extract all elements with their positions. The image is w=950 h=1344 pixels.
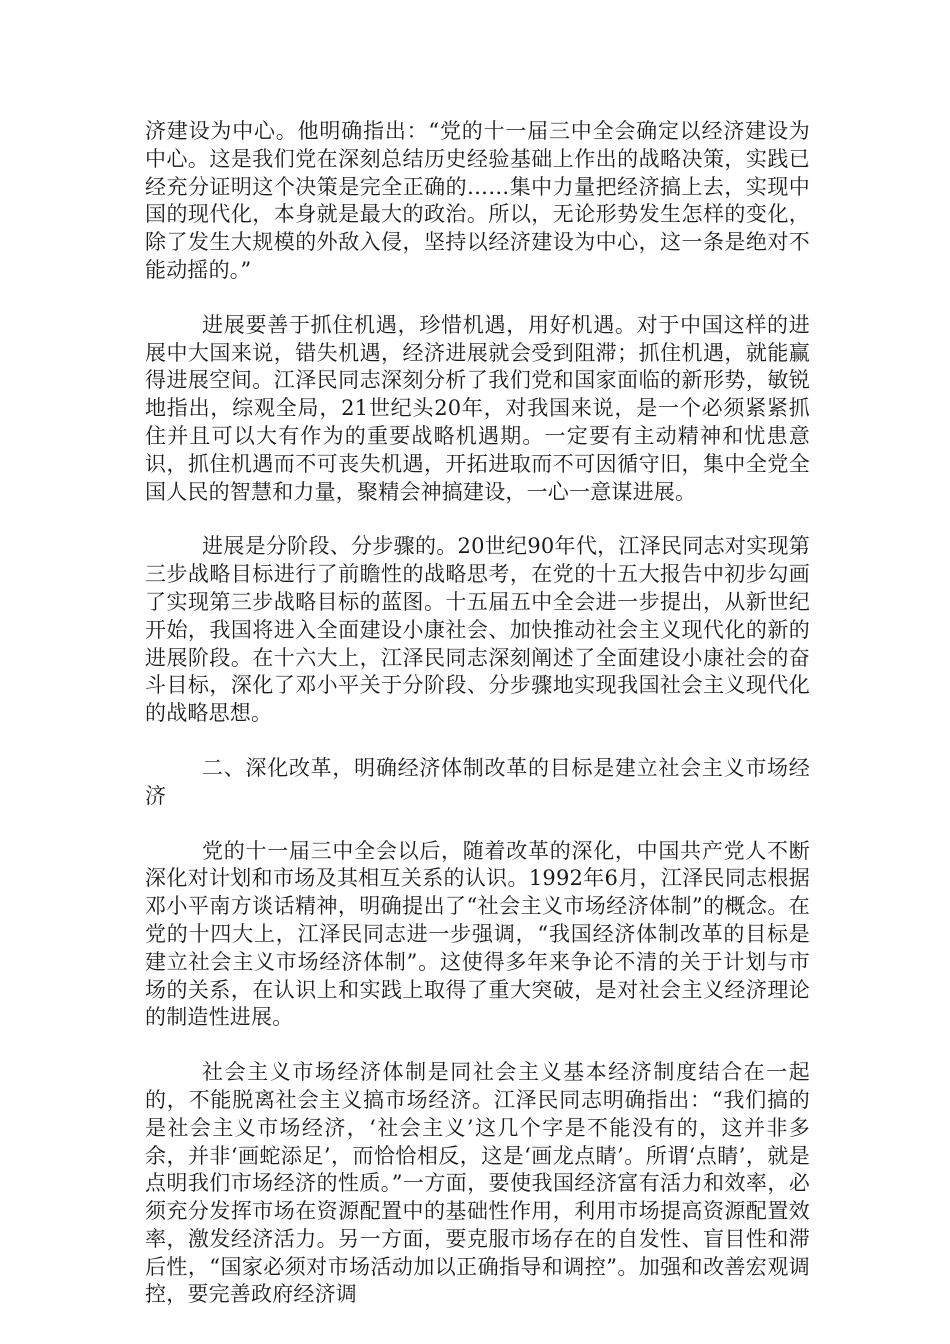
section-heading-reform: 二、深化改革，明确经济体制改革的目标是建立社会主义市场经济 bbox=[145, 755, 810, 808]
paragraph-opportunity: 进展要善于抓住机遇，珍惜机遇，用好机遇。对于中国这样的进展中大国来说，错失机遇，经济进展就会受到阻滞；抓住机遇，就能赢得进展空间。江泽民同志深刻分析了我们党和国家面临的新形势，敏锐地指出，综观全局，21世纪头20年，对我国来说，是一个必须紧紧抓住并且可以大有作为的重要战略机遇期。一定要有主动精神和忧患意识，抓住机遇而不可丧失机遇，开拓进取而不可因循守旧，集中全党全国人民的智慧和力量，聚精会神搞建设，一心一意谋进展。 bbox=[145, 312, 810, 504]
paragraph-stages: 进展是分阶段、分步骤的。20世纪90年代，江泽民同志对实现第三步战略目标进行了前瞻性的战略思考，在党的十五大报告中初步勾画了实现第三步战略目标的蓝图。十五届五中全会进一步提出，从新世纪开始，我国将进入全面建设小康社会、加快推动社会主义现代化的新的进展阶段。在十六大上，江泽民同志深刻阐述了全面建设小康社会的奋斗目标，深化了邓小平关于分阶段、分步骤地实现我国社会主义现代化的战略思想。 bbox=[145, 534, 810, 726]
document-page bbox=[145, 118, 810, 1336]
paragraph-socialist-market: 社会主义市场经济体制是同社会主义基本经济制度结合在一起的，不能脱离社会主义搞市场经济。江泽民同志明确指出：“我们搞的是社会主义市场经济，‘社会主义’这几个字是不能没有的，这并非多余，并非‘画蛇添足’，而恰恰相反，这是‘画龙点睛’。所谓‘点睛’，就是点明我们市场经济的性质。”一方面，要使我国经济富有活力和效率，必须充分发挥市场在资源配置中的基础性作用，利用市场提高资源配置效率，激发经济活力。另一方面，要克服市场存在的自发性、盲目性和滞后性，“国家必须对市场活动加以正确指导和调控”。加强和改善宏观调控，要完善政府经济调 bbox=[145, 1060, 810, 1307]
paragraph-market-economy: 党的十一届三中全会以后，随着改革的深化，中国共产党人不断深化对计划和市场及其相互关系的认识。1992年6月，江泽民同志根据邓小平南方谈话精神，明确提出了“社会主义市场经济体制”的概念。在党的十四大上，江泽民同志进一步强调，“我国经济体制改革的目标是建立社会主义市场经济体制”。这使得多年来争论不清的关于计划与市场的关系，在认识上和实践上取得了重大突破，是对社会主义经济理论的制造性进展。 bbox=[145, 838, 810, 1030]
paragraph-economic-center: 济建设为中心。他明确指出：“党的十一届三中全会确定以经济建设为中心。这是我们党在深刻总结历史经验基础上作出的战略决策，实践已经充分证明这个决策是完全正确的……集中力量把经济搞上去，实现中国的现代化，本身就是最大的政治。所以，无论形势发生怎样的变化，除了发生大规模的外敌入侵，坚持以经济建设为中心，这一条是绝对不能动摇的。” bbox=[145, 119, 810, 282]
